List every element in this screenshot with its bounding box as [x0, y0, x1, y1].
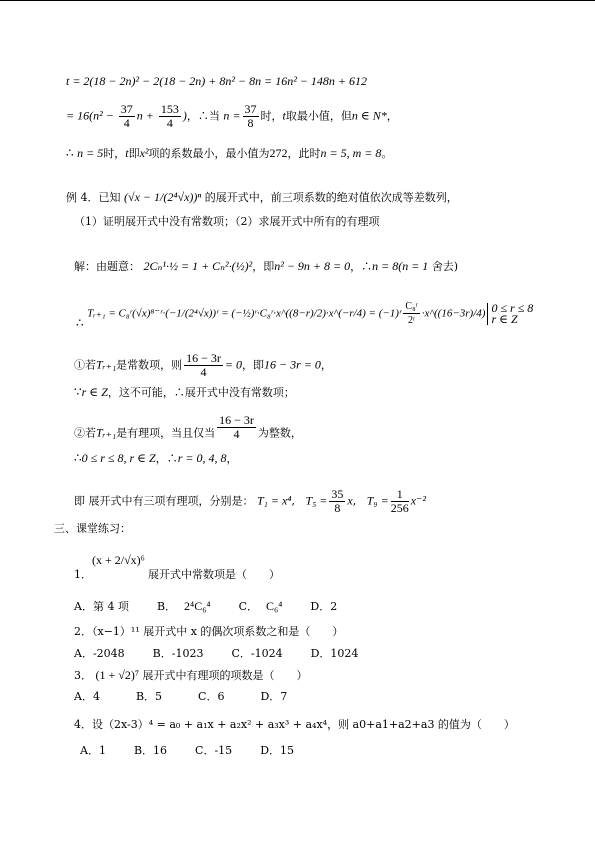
option-c: C．-15: [195, 744, 233, 757]
option-a: A．-2048: [74, 647, 125, 660]
exercise-1: [74, 568, 280, 582]
variable-t: t: [282, 108, 286, 123]
fraction-numerator: 35: [331, 487, 344, 501]
term-t9-label: T₉ =: [366, 493, 389, 508]
variable-x: x: [347, 493, 353, 508]
exercise-4-text: 4．设（2x-3）⁴ = a₀ + a₁x + a₂x² + a₃x³ + a₄x⁴，则 a0+a1+a2+a3 的值为（ ）: [74, 718, 515, 731]
text-discard: 舍去): [431, 260, 459, 273]
n-in-natural: n ∈ N*: [351, 108, 387, 123]
case-1-conclusion: [74, 385, 295, 400]
n-equals-8: n = 8(n = 1: [372, 259, 429, 273]
exercise-1-binomial: (x + 2/√x)⁶: [92, 553, 145, 567]
option-c-value: C₆⁴: [266, 599, 283, 613]
option-b-label: B．: [156, 600, 177, 613]
variable-t: t: [125, 146, 129, 160]
option-a: A．第 4 项: [74, 600, 129, 613]
example-4-statement: [66, 190, 458, 205]
term-t1: T₁ = x⁴: [257, 493, 292, 508]
case-2-label: ②若: [74, 426, 96, 440]
exercise-2-options: [74, 647, 386, 661]
min-value-272: 272: [269, 146, 288, 160]
because-symbol: ∵: [74, 385, 82, 399]
completed-square-part-c: ): [182, 108, 187, 123]
term-t-r-plus-1: Tᵣ₊₁: [96, 425, 117, 440]
example-4-condition: 的展开式中，前三项系数的绝对值依次成等差数列，: [204, 191, 458, 204]
fraction-denominator: 256: [390, 501, 409, 515]
fraction-numerator: 37: [244, 102, 257, 116]
text-ie: ，即: [242, 358, 265, 372]
arithmetic-sequence-equation: 2Cₙ¹·½ = 1 + Cₙ²·(½)²: [143, 259, 253, 273]
option-a: A．1: [80, 744, 106, 757]
option-b: B．16: [133, 744, 168, 757]
fraction-denominator: 4: [200, 365, 207, 379]
no-constant-term-text: ，这不可能，∴展开式中没有常数项；: [107, 386, 295, 399]
fraction-numerator: 1: [391, 488, 409, 502]
example-4-questions: [74, 215, 380, 229]
text-ie: ，即: [252, 260, 275, 273]
exercise-4: [74, 718, 515, 732]
text-iff: 是有理项，当且仅当: [116, 426, 216, 440]
fraction-exponent: [217, 414, 256, 441]
term-t5-label: T₅ =: [305, 493, 328, 508]
exercise-4-options: [80, 744, 322, 758]
option-b: B．-1023: [152, 647, 204, 660]
comma: ，: [320, 358, 332, 372]
text-at-this-time: ，此时: [287, 147, 321, 160]
option-d: D．7: [260, 690, 288, 703]
general-term-line: [76, 300, 534, 330]
example-4-label: 例 4．已知: [66, 191, 121, 204]
rational-terms-line: 即 展开式中有三项有理项，分别是： T₁ = x⁴, T₅ = $\frac{35}{8}$ x, T₉ = $\frac{1}{256}$ x⁻²: [74, 487, 426, 515]
term-t-r-plus-1: Tᵣ₊₁: [96, 357, 117, 372]
exercise-1-options: [74, 599, 337, 614]
r-in-integers: r ∈ Z: [81, 385, 108, 399]
fraction-numerator: C₈ʳ: [405, 301, 418, 312]
x-inverse-squared: x⁻²: [410, 493, 426, 508]
option-b: B．5: [135, 690, 163, 703]
r-values: r = 0, 4, 8: [177, 451, 227, 465]
case-1-label: ①若: [74, 358, 96, 372]
general-term-formula: Tᵣ₊₁ = C₈ʳ(√x)⁸⁻ʳ·(−1/(2⁴√x))ʳ = (−½)ʳ·C₈ʳ·x^((8−r)/2)·x^(−r/4) = (−1)ʳ: [87, 307, 402, 320]
r-range: 0 ≤ r ≤ 8, r ∈ Z: [81, 451, 156, 465]
exercise-3-text: 展开式中有理项的项数是（ ）: [142, 669, 308, 682]
general-term-tail: ·x^((16−3r)/4): [421, 307, 486, 320]
fraction-denominator: 4: [123, 116, 130, 130]
fraction-denominator: 2ʳ: [407, 315, 416, 326]
r-values-line: [74, 451, 238, 466]
fraction-denominator: 8: [334, 501, 341, 515]
section-title-text: 三、课堂练习：: [54, 522, 131, 535]
completed-square-part-a: = 16(n² −: [66, 108, 117, 123]
rational-terms-text: 即 展开式中有三项有理项，分别是：: [74, 494, 254, 508]
example-4-question-text: （1）证明展开式中没有常数项；（2）求展开式中所有的有理项: [74, 215, 380, 228]
solution-line: [74, 259, 458, 274]
fraction-numerator: 37: [120, 102, 133, 116]
period: 。: [381, 147, 393, 160]
text-when: 时，: [103, 147, 126, 160]
section-title: [54, 522, 131, 536]
option-d: D．15: [260, 744, 295, 757]
text-is-constant-then: 是常数项，则: [116, 358, 183, 372]
condition-range: 0 ≤ r ≤ 8: [491, 300, 534, 315]
solution-label: 解：由题意：: [74, 260, 140, 273]
fraction-denominator: 4: [233, 427, 240, 441]
x-squared: x²: [139, 146, 149, 160]
quadratic-equation: n² − 9n + 8 = 0: [274, 259, 351, 273]
text-therefore: ，∴: [350, 260, 373, 273]
fraction-153-4: [159, 103, 181, 130]
fraction-exponent: [184, 352, 223, 379]
t-expansion-formula: t = 2(18 − 2n)² − 2(18 − 2n) + 8n² − 8n = 16n² − 148n + 612: [66, 74, 367, 88]
therefore-symbol: ∴: [74, 451, 82, 465]
text-when: 时，: [260, 109, 283, 123]
n5-m8: n = 5, m = 8: [320, 146, 382, 160]
exercise-3-options: [74, 690, 315, 704]
exercise-2-text: 2．（x−1）¹¹ 展开式中 x 的偶次项系数之和是（ ）: [74, 625, 344, 638]
option-d: D．2: [310, 600, 338, 613]
fraction-numerator: 16 − 3r: [219, 413, 254, 427]
exercise-2: [74, 625, 343, 639]
comma: ，: [226, 452, 238, 465]
n-equals: n =: [223, 108, 241, 123]
option-a: A．4: [74, 690, 100, 703]
fraction-c8r-2r: [403, 300, 419, 327]
page-top-rule: [0, 0, 595, 1]
fraction-37-4: [119, 103, 135, 130]
fraction-37-8: [243, 103, 259, 130]
option-c: C．6: [198, 690, 225, 703]
line-t-expansion: [66, 74, 367, 89]
line-conclusion: [66, 146, 392, 161]
therefore-symbol: ∴: [76, 315, 84, 330]
completed-square-part-b: n +: [136, 108, 157, 123]
equals-zero: = 0: [224, 357, 243, 372]
fraction-numerator: 16 − 3r: [186, 351, 221, 365]
fraction-numerator: 153: [160, 102, 179, 116]
therefore-symbol: ∴: [66, 146, 74, 160]
fraction-denominator: 4: [166, 116, 173, 130]
exercise-1-text: 展开式中常数项是（ ）: [147, 568, 280, 581]
exercise-3-binomial: (1 + √2)⁷: [95, 668, 140, 682]
comma: ，: [386, 109, 398, 123]
text-therefore-when: ，∴当: [186, 109, 220, 123]
exercise-1-number: 1．: [74, 568, 92, 581]
exercise-3-number: 3．: [74, 669, 92, 682]
equation-16-3r: 16 − 3r = 0: [264, 357, 321, 372]
text-min-coefficient: 项的系数最小，最小值为: [148, 147, 270, 160]
text-is-integer: 为整数，: [257, 426, 302, 440]
case-1-constant-term: [74, 352, 332, 379]
exercise-3: [74, 668, 308, 683]
line-completed-square: [66, 103, 398, 130]
text-therefore: ，∴: [155, 452, 178, 465]
fraction-1-256: [391, 488, 409, 515]
option-c: C．-1024: [231, 647, 283, 660]
case-2-rational-term: [74, 413, 302, 447]
condition-integer: r ∈ Z: [491, 311, 518, 326]
exercise-1-expression: [92, 553, 145, 568]
option-b-value: 2⁴C₆⁴: [184, 599, 211, 613]
text-ie: 即: [128, 147, 140, 160]
fraction-35-8: [329, 488, 345, 515]
n-equals-5: n = 5: [77, 146, 104, 160]
fraction-denominator: 8: [247, 116, 254, 130]
option-c-label: C．: [238, 600, 259, 613]
text-min-value: 取最小值，但: [285, 109, 352, 123]
option-d: D．1024: [310, 647, 359, 660]
range-condition: [487, 300, 534, 326]
example-4-binomial: (√x − 1/(2⁴√x))ⁿ: [124, 190, 202, 204]
